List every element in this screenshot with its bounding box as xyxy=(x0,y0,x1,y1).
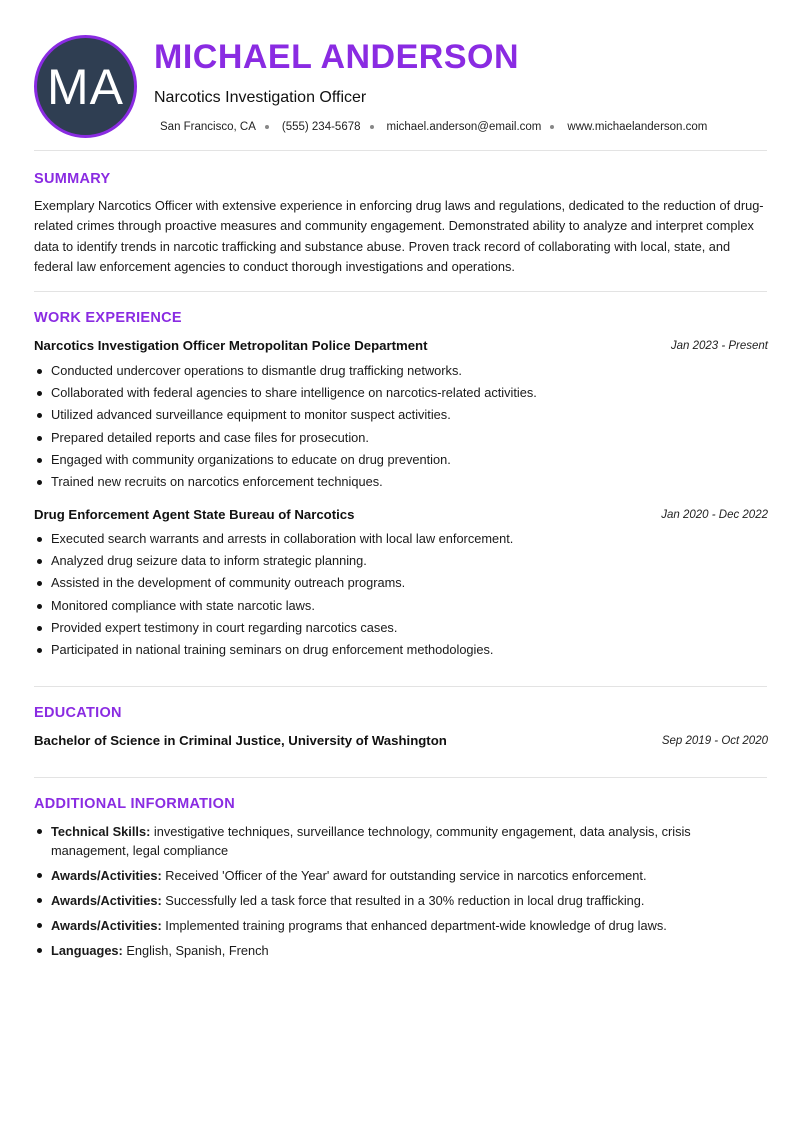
item-text: Implemented training programs that enhanced department-wide knowledge of drug laws. xyxy=(165,918,667,933)
education-degree: Bachelor of Science in Criminal Justice, University of Washington xyxy=(34,733,447,748)
list-item: Assisted in the development of community outreach programs. xyxy=(34,572,768,594)
job-role: Narcotics Investigation Officer Metropolitan Police Department xyxy=(34,338,428,353)
contact-bar xyxy=(160,121,707,133)
list-item: Conducted undercover operations to dismantle drug trafficking networks. xyxy=(34,360,768,382)
education-dates: Sep 2019 - Oct 2020 xyxy=(661,735,768,747)
list-item: Provided expert testimony in court regarding narcotics cases. xyxy=(34,617,768,639)
job-bullets xyxy=(34,360,768,493)
divider xyxy=(34,686,767,687)
item-label: Awards/Activities: xyxy=(51,868,162,883)
separator-dot-icon xyxy=(550,125,554,129)
job-header xyxy=(34,507,768,525)
avatar-initials: MA xyxy=(47,58,124,115)
contact-phone: (555) 234-5678 xyxy=(281,121,361,133)
list-item xyxy=(34,941,754,960)
item-text: investigative techniques, surveillance technology, community engagement, data analysis, crisis management, legal compliance xyxy=(51,824,691,858)
item-text: Successfully led a task force that resulted in a 30% reduction in local drug trafficking. xyxy=(165,893,645,908)
separator-dot-icon xyxy=(370,125,374,129)
summary-text: Exemplary Narcotics Officer with extensive experience in enforcing drug laws and regulations, dedicated to the reduction of drug-related crimes through proactive measures and community engagement. Demonstrated ability to analyze and interpret complex data to identify trends in narcotic trafficking and substance abuse. Proven track record of collaborating with local, state, and federal law enforcement agencies to conduct thorough investigations and operations. xyxy=(34,198,764,274)
list-item: Utilized advanced surveillance equipment to monitor suspect activities. xyxy=(34,404,768,426)
contact-website[interactable]: www.michaelanderson.com xyxy=(567,121,708,133)
job-dates: Jan 2020 - Dec 2022 xyxy=(661,509,768,521)
list-item: Engaged with community organizations to educate on drug prevention. xyxy=(34,449,768,471)
contact-location: San Francisco, CA xyxy=(160,121,256,133)
summary-heading: SUMMARY xyxy=(34,171,111,187)
list-item xyxy=(34,891,754,910)
experience-heading: WORK EXPERIENCE xyxy=(34,310,182,326)
education-heading: EDUCATION xyxy=(34,705,122,721)
list-item: Executed search warrants and arrests in collaboration with local law enforcement. xyxy=(34,528,768,550)
resume-header xyxy=(0,0,800,150)
list-item: Participated in national training seminars on drug enforcement methodologies. xyxy=(34,639,768,661)
candidate-title: Narcotics Investigation Officer xyxy=(154,89,367,106)
divider xyxy=(34,777,767,778)
list-item: Trained new recruits on narcotics enforcement techniques. xyxy=(34,471,768,493)
job-bullets xyxy=(34,528,768,661)
list-item: Monitored compliance with state narcotic laws. xyxy=(34,595,768,617)
contact-email[interactable]: michael.anderson@email.com xyxy=(386,121,542,133)
separator-dot-icon xyxy=(265,125,269,129)
list-item xyxy=(34,822,754,860)
list-item: Analyzed drug seizure data to inform strategic planning. xyxy=(34,550,768,572)
list-item xyxy=(34,866,754,885)
additional-heading: ADDITIONAL INFORMATION xyxy=(34,796,235,812)
list-item xyxy=(34,916,754,935)
item-label: Awards/Activities: xyxy=(51,918,162,933)
education-entry xyxy=(34,733,768,751)
job-role: Drug Enforcement Agent State Bureau of Narcotics xyxy=(34,507,355,522)
item-text: Received 'Officer of the Year' award for outstanding service in narcotics enforcement. xyxy=(165,868,647,883)
list-item: Collaborated with federal agencies to share intelligence on narcotics-related activities. xyxy=(34,382,768,404)
item-label: Awards/Activities: xyxy=(51,893,162,908)
additional-list xyxy=(34,822,754,966)
candidate-name: MICHAEL ANDERSON xyxy=(154,38,520,76)
job-dates: Jan 2023 - Present xyxy=(670,340,768,352)
divider xyxy=(34,291,767,292)
item-text: English, Spanish, French xyxy=(126,943,269,958)
avatar xyxy=(34,35,137,138)
item-label: Technical Skills: xyxy=(51,824,151,839)
job-header xyxy=(34,338,768,356)
divider xyxy=(34,150,767,151)
item-label: Languages: xyxy=(51,943,123,958)
list-item: Prepared detailed reports and case files for prosecution. xyxy=(34,427,768,449)
